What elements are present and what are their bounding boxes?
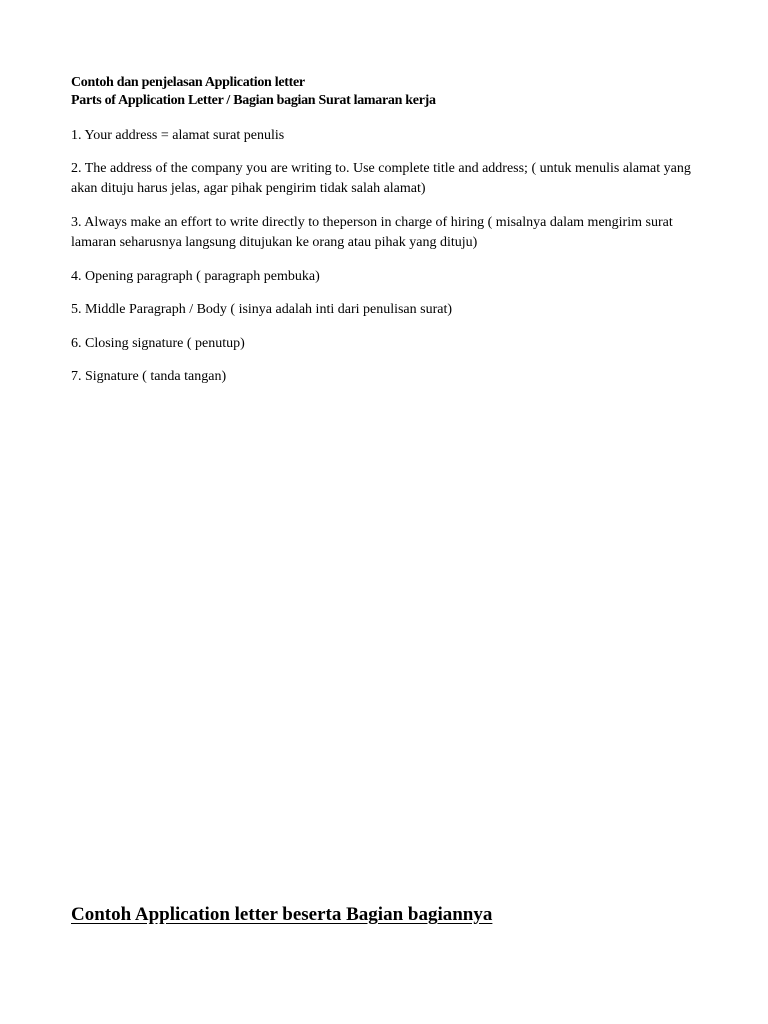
section-heading: Contoh Application letter beserta Bagian bagiannya	[71, 904, 493, 925]
document-title: Contoh dan penjelasan Application letter	[71, 75, 305, 90]
document-subtitle: Parts of Application Letter / Bagian bagian Surat lamaran kerja	[71, 93, 436, 108]
list-item: 6. Closing signature ( penutup)	[71, 336, 245, 351]
list-item: 4. Opening paragraph ( paragraph pembuka)	[71, 269, 320, 284]
list-item: 5. Middle Paragraph / Body ( isinya adalah inti dari penulisan surat)	[71, 302, 453, 317]
list-item: 3. Always make an effort to write directly to theperson in charge of hiring ( misalnya dalam mengirim surat lamaran seharusnya langsung ditujukan ke orang atau pihak yang dituju)	[71, 215, 673, 250]
list-item: 1. Your address = alamat surat penulis	[71, 128, 285, 143]
list-item: 7. Signature ( tanda tangan)	[71, 369, 227, 384]
list-item: 2. The address of the company you are writing to. Use complete title and address; ( untuk menulis alamat yang akan dituju harus jelas, agar pihak pengirim tidak salah alamat)	[71, 161, 691, 196]
